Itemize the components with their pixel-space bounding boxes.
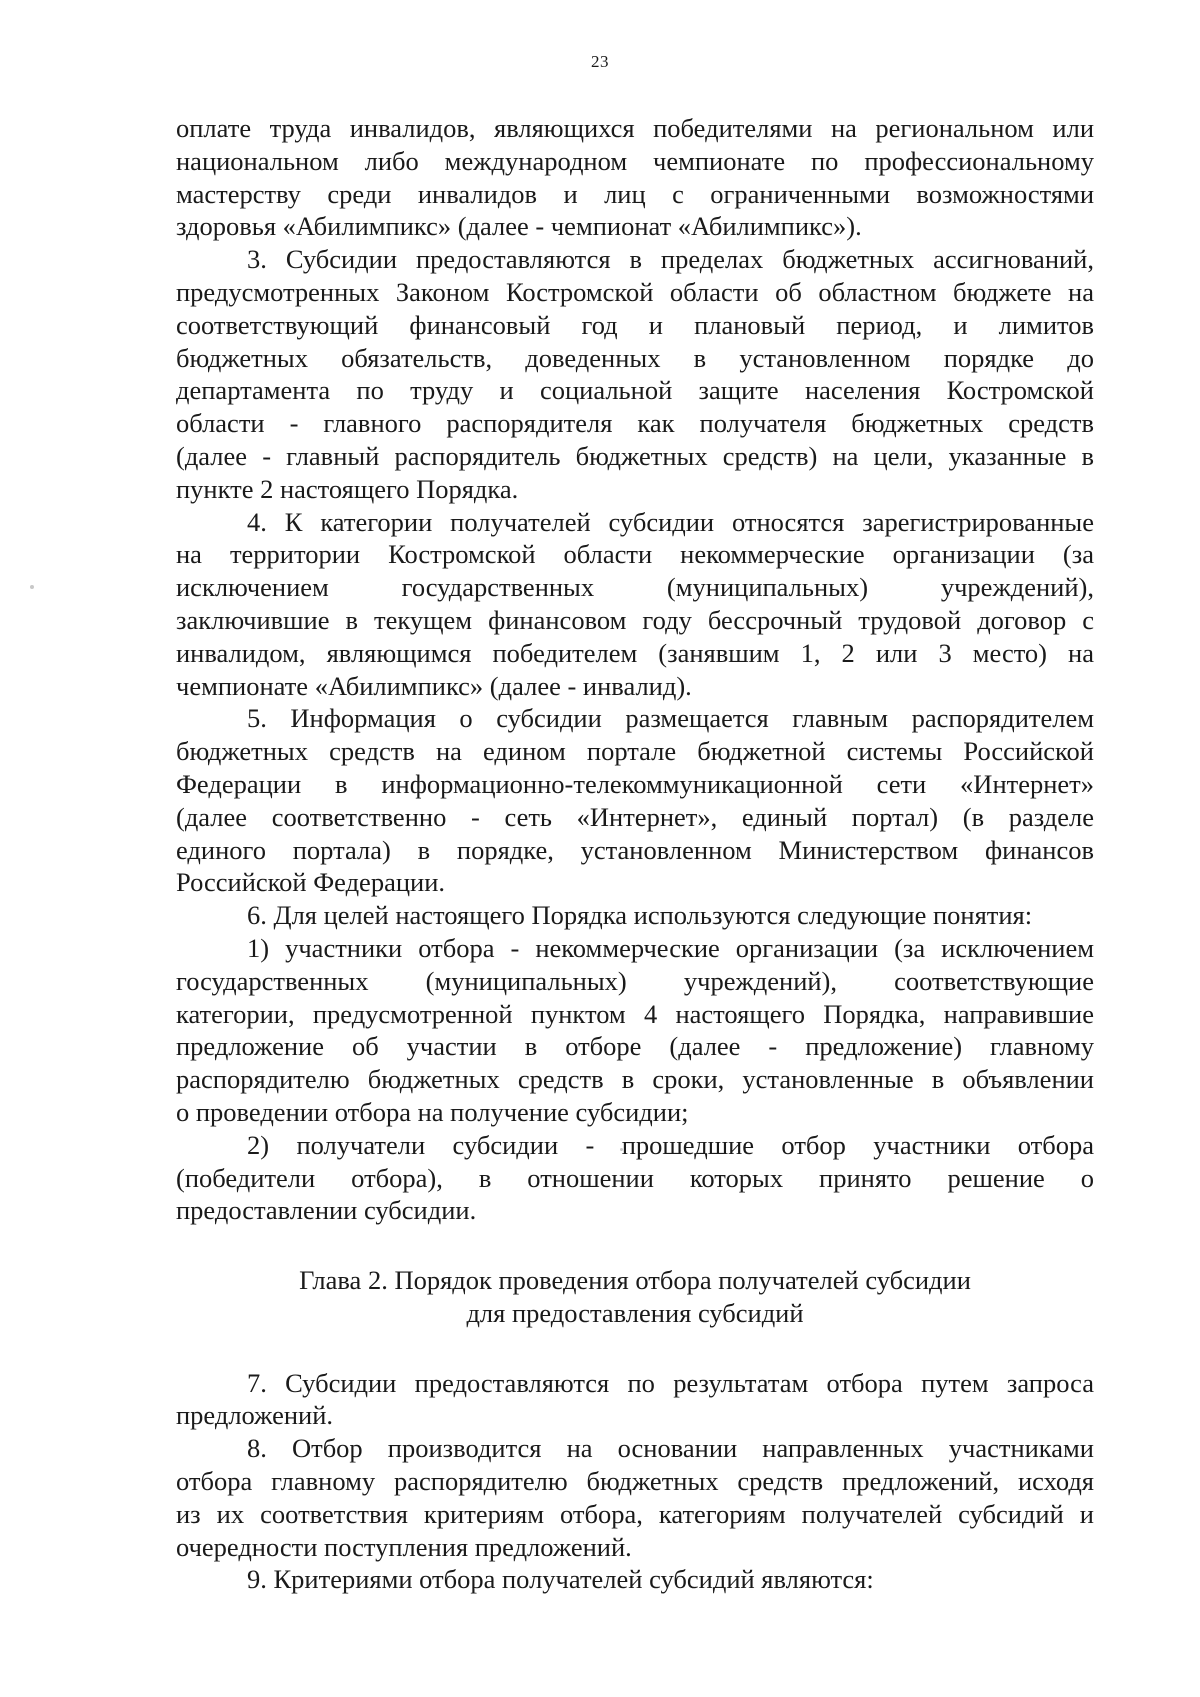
paragraph-3 xyxy=(176,243,1094,505)
paragraph-4 xyxy=(176,506,1094,703)
text-line: 9. Критериями отбора получателей субсидий являются: xyxy=(247,1564,874,1595)
text-line: бюджетных обязательств, доведенных в установленном порядке до xyxy=(176,342,1094,373)
text-line: департамента по труду и социальной защите населения Костромской xyxy=(176,375,1094,406)
chapter-heading-line: для предоставления субсидий xyxy=(466,1297,804,1328)
text-line: на территории Костромской области некоммерческие организации (за xyxy=(176,539,1094,570)
text-line: очередности поступления предложений. xyxy=(176,1531,632,1562)
text-line: государственных (муниципальных) учреждений), соответствующие xyxy=(176,965,1094,996)
text-line: мастерству среди инвалидов и лиц с ограниченными возможностями xyxy=(176,178,1094,209)
document-body xyxy=(176,112,1094,1596)
text-line: чемпионате «Абилимпикс» (далее - инвалид). xyxy=(176,670,692,701)
paragraph-continuation xyxy=(176,112,1094,243)
text-line: (победители отбора), в отношении которых принято решение о xyxy=(176,1162,1094,1193)
paragraph-5 xyxy=(176,702,1094,899)
text-line: предусмотренных Законом Костромской области об областном бюджете на xyxy=(176,276,1094,307)
text-line: распорядителю бюджетных средств в сроки, установленные в объявлении xyxy=(176,1064,1094,1095)
text-line: (далее соответственно - сеть «Интернет», единый портал) (в разделе xyxy=(176,801,1094,832)
text-line: предоставлении субсидии. xyxy=(176,1195,477,1226)
text-line: 6. Для целей настоящего Порядка используются следующие понятия: xyxy=(247,900,1033,931)
text-line: исключением государственных (муниципальных) учреждений), xyxy=(176,572,1094,603)
text-line: о проведении отбора на получение субсидии; xyxy=(176,1096,689,1127)
text-line: предложение об участии в отборе (далее - предложение) главному xyxy=(176,1031,1094,1062)
text-line: 8. Отбор производится на основании направленных участниками xyxy=(247,1433,1094,1464)
text-line: соответствующий финансовый год и плановый период, и лимитов xyxy=(176,309,1094,340)
text-line: заключившие в текущем финансовом году бессрочный трудовой договор с xyxy=(176,604,1094,635)
text-line: единого портала) в порядке, установленном Министерством финансов xyxy=(176,834,1094,865)
text-line: области - главного распорядителя как получателя бюджетных средств xyxy=(176,408,1094,439)
text-line: пункте 2 настоящего Порядка. xyxy=(176,473,519,504)
paragraph-8 xyxy=(176,1432,1094,1563)
text-line: Российской Федерации. xyxy=(176,867,445,898)
text-line: категории, предусмотренной пунктом 4 настоящего Порядка, направившие xyxy=(176,998,1094,1029)
paragraph-6-item-1 xyxy=(176,932,1094,1129)
chapter-heading-line: Глава 2. Порядок проведения отбора получателей субсидии xyxy=(299,1265,971,1296)
text-line: 3. Субсидии предоставляются в пределах бюджетных ассигнований, xyxy=(247,244,1094,275)
text-line: инвалидом, являющимся победителем (занявшим 1, 2 или 3 место) на xyxy=(176,637,1094,668)
text-line: из их соответствия критериям отбора, категориям получателей субсидий и xyxy=(176,1498,1094,1529)
paragraph-6 xyxy=(176,899,1094,932)
text-line: здоровья «Абилимпикс» (далее - чемпионат «Абилимпикс»). xyxy=(176,211,862,242)
text-line: отбора главному распорядителю бюджетных средств предложений, исходя xyxy=(176,1466,1094,1497)
text-line: 4. К категории получателей субсидии относятся зарегистрированные xyxy=(247,506,1094,537)
scan-speck xyxy=(30,585,34,589)
text-line: 1) участники отбора - некоммерческие организации (за исключением xyxy=(247,932,1094,963)
text-line: оплате труда инвалидов, являющихся победителями на региональном или xyxy=(176,113,1094,143)
text-line: бюджетных средств на едином портале бюджетной системы Российской xyxy=(176,736,1094,767)
text-line: Федерации в информационно-телекоммуникационной сети «Интернет» xyxy=(176,768,1094,799)
text-line: предложений. xyxy=(176,1400,334,1431)
text-line: (далее - главный распорядитель бюджетных средств) на цели, указанные в xyxy=(176,440,1094,471)
paragraph-9 xyxy=(176,1563,1094,1596)
page-number: 23 xyxy=(591,52,609,71)
paragraph-6-item-2 xyxy=(176,1129,1094,1227)
paragraph-7 xyxy=(176,1367,1094,1433)
text-line: национальном либо международном чемпионате по профессиональному xyxy=(176,145,1094,176)
text-line: 7. Субсидии предоставляются по результатам отбора путем запроса xyxy=(247,1367,1094,1398)
text-line: 2) получатели субсидии - прошедшие отбор участники отбора xyxy=(247,1129,1094,1160)
text-line: 5. Информация о субсидии размещается главным распорядителем xyxy=(247,703,1094,734)
chapter-heading xyxy=(176,1264,1094,1330)
